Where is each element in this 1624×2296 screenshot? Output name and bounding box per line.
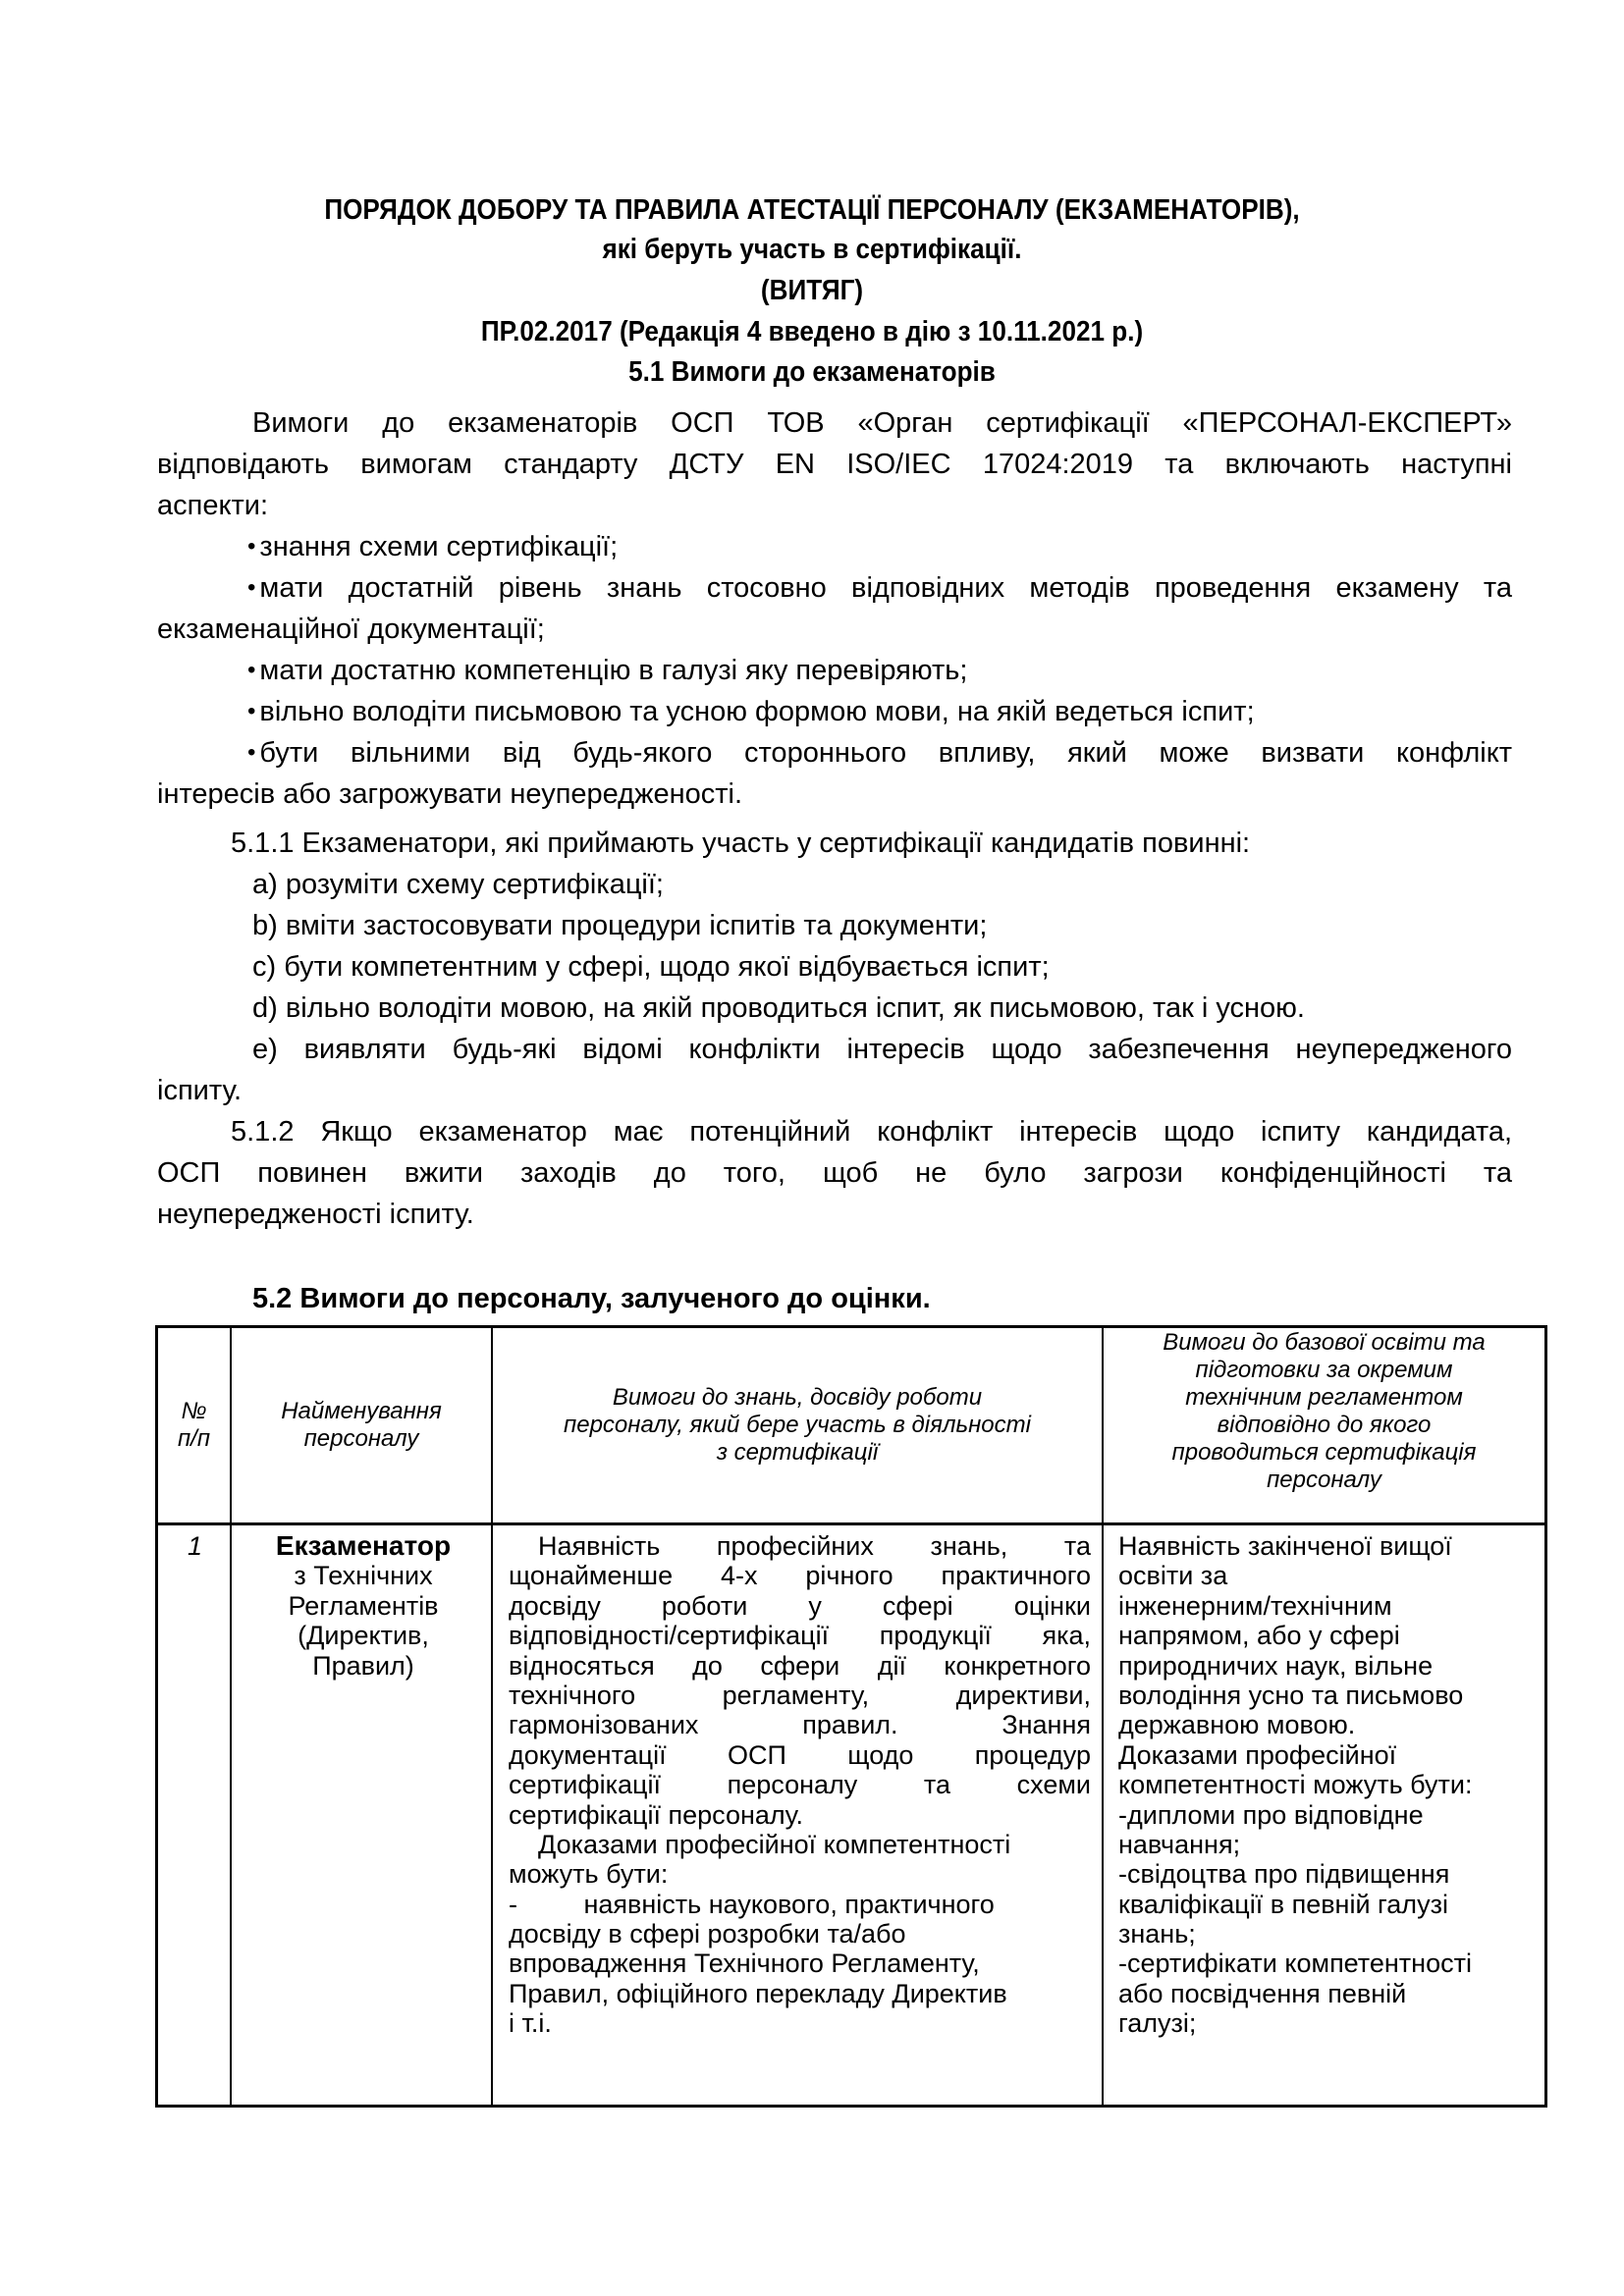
cell-line: навчання; (1118, 1829, 1241, 1859)
cell-line: напрямом, або у сфері (1118, 1621, 1400, 1651)
document-title-line-1: ПОРЯДОК ДОБОРУ ТА ПРАВИЛА АТЕСТАЦІЇ ПЕРСОНАЛУ (ЕКЗАМЕНАТОРІВ), (324, 194, 1300, 226)
cell-line: -дипломи про відповідне (1118, 1799, 1424, 1830)
personnel-requirements-table (155, 1325, 1547, 2108)
cell-line: досвіду роботи у сфері оцінки (509, 1590, 1091, 1621)
clause-item-c: c) бути компетентним у сфері, щодо якої відбувається іспит; (252, 951, 1050, 983)
cell-line: відносяться до сфери дії конкретного (509, 1650, 1091, 1681)
document-code-and-revision: ПР.02.2017 (Редакція 4 введено в дію з 10.11.2021 р.) (480, 316, 1144, 347)
cell-line: Доказами професійної компетентності (538, 1829, 1011, 1859)
personnel-role: Екзаменатор (275, 1530, 452, 1561)
cell-line: володіння усно та письмово (1118, 1680, 1464, 1710)
cell-line: Наявність професійних знань, та (538, 1531, 1091, 1561)
bullet-icon (247, 737, 259, 769)
header-knowledge-requirements: Вимоги до знань, досвіду роботи персоналу, який бере участь в діяльності з сертифікації (564, 1384, 1031, 1466)
cell-line: Наявність закінченої вищої (1118, 1531, 1452, 1561)
cell-line: впровадження Технічного Регламенту, (509, 1949, 980, 1979)
cell-line: державною мовою. (1118, 1710, 1356, 1740)
cell-line: сертифікації персоналу. (509, 1799, 803, 1830)
bullet-icon (247, 696, 259, 727)
row-number-cell: 1 (187, 1531, 203, 1561)
bullet-item: • мати достатню компетенцію в галузі яку перевіряють; (157, 650, 1512, 691)
clause-5-1-2-line: 5.1.2 Якщо екзаменатор має потенційний конфлікт інтересів щодо іспиту кандидата, (231, 1116, 1512, 1148)
cell-line: Правил, офіційного перекладу Директив (509, 1978, 1007, 2008)
header-personnel-name: Найменування персоналу (281, 1398, 442, 1452)
clause-item-d: d) вільно володіти мовою, на якій проводиться іспит, як письмовою, так і усною. (252, 992, 1305, 1024)
clause-5-1-1-intro: 5.1.1 Екзаменатори, які приймають участь у сертифікації кандидатів повинні: (231, 828, 1251, 859)
document-title-line-2: які беруть участь в сертифікації. (602, 234, 1022, 265)
clause-5-1-2 (157, 1111, 1512, 1235)
cell-line: - наявність наукового, практичного (509, 1889, 995, 1919)
cell-line: гармонізованих правил. Знання (509, 1710, 1091, 1740)
bullet-item: • мати достатній рівень знань стосовно відповідних методів проведення екзамену та (157, 567, 1512, 609)
clause-5-1-2-line: ОСП повинен вжити заходів до того, щоб не було загрози конфіденційності та (157, 1157, 1512, 1189)
bullet-item: • знання схеми сертифікації; (157, 526, 1512, 567)
cell-line: Доказами професійної (1118, 1739, 1397, 1770)
requirements-bullet-list (157, 526, 1512, 815)
cell-line: інженерним/технічним (1118, 1590, 1392, 1621)
bullet-item: • бути вільними від будь-якого стороннього впливу, який може визвати конфлікт (157, 732, 1512, 774)
intro-line: відповідають вимогам стандарту ДСТУ EN ISO/IEC 17024:2019 та включають наступні (157, 449, 1512, 480)
header-education-requirements: Вимоги до базової освіти та підготовки за окремим технічним регламентом відповідно до якого проводиться сертифікація персоналу (1163, 1329, 1486, 1493)
bullet-icon (247, 572, 259, 604)
cell-line: кваліфікації в певній галузі (1118, 1889, 1448, 1919)
intro-line: Вимоги до екзаменаторів ОСП ТОВ «Орган сертифікації «ПЕРСОНАЛ-ЕКСПЕРТ» (252, 407, 1512, 439)
bullet-item-continuation: інтересів або загрожувати неупередженості. (157, 778, 743, 810)
cell-line: досвіду в сфері розробки та/або (509, 1919, 906, 1949)
clause-item-e-continuation: іспиту. (157, 1075, 243, 1106)
cell-line: документації ОСП щодо процедур (509, 1739, 1091, 1770)
section-5-2-title: 5.2 Вимоги до персоналу, залученого до оцінки. (252, 1283, 931, 1314)
knowledge-requirements-cell (495, 1525, 1105, 2105)
cell-line: і т.і. (509, 2008, 552, 2039)
clause-5-1-1 (157, 823, 1512, 1111)
header-number: № п/п (177, 1398, 211, 1452)
cell-line: компетентності можуть бути: (1118, 1770, 1473, 1800)
cell-line: -свідоцтва про підвищення (1118, 1859, 1450, 1890)
clause-item-b: b) вміти застосовувати процедури іспитів та документи; (252, 910, 988, 941)
bullet-icon (247, 655, 259, 686)
education-requirements-cell (1107, 1525, 1544, 2105)
cell-line: або посвідчення певній (1118, 1978, 1407, 2008)
cell-line: знань; (1118, 1919, 1196, 1949)
clause-5-1-2-line: неупередженості іспиту. (157, 1199, 474, 1230)
clause-item-e: e) виявляти будь-які відомі конфлікти інтересів щодо забезпечення неупередженого (252, 1034, 1512, 1065)
intro-line: аспекти: (157, 490, 269, 521)
section-5-1-title: 5.1 Вимоги до екзаменаторів (628, 356, 996, 388)
cell-line: технічного регламенту, директиви, (509, 1680, 1091, 1710)
cell-line: -сертифікати компетентності (1118, 1949, 1472, 1979)
cell-line: можуть бути: (509, 1859, 669, 1890)
bullet-item: • вільно володіти письмовою та усною формою мови, на якій ведеться іспит; (157, 691, 1512, 732)
cell-line: галузі; (1118, 2008, 1197, 2039)
personnel-name-cell: Екзаменатор з Технічних Регламентів (Директив, Правил) (234, 1525, 493, 2105)
intro-paragraph (157, 402, 1512, 526)
cell-line: природничих наук, вільне (1118, 1650, 1434, 1681)
cell-line: відповідності/сертифікації продукції яка, (509, 1621, 1091, 1651)
clause-item-a: a) розуміти схему сертифікації; (252, 869, 664, 900)
cell-line: сертифікації персоналу та схеми (509, 1770, 1091, 1800)
cell-line: щонайменше 4-х річного практичного (509, 1561, 1091, 1591)
cell-line: освіти за (1118, 1561, 1228, 1591)
document-title-extract-label: (ВИТЯГ) (760, 275, 864, 306)
bullet-icon (247, 531, 259, 562)
bullet-item-continuation: екзаменаційної документації; (157, 614, 545, 645)
